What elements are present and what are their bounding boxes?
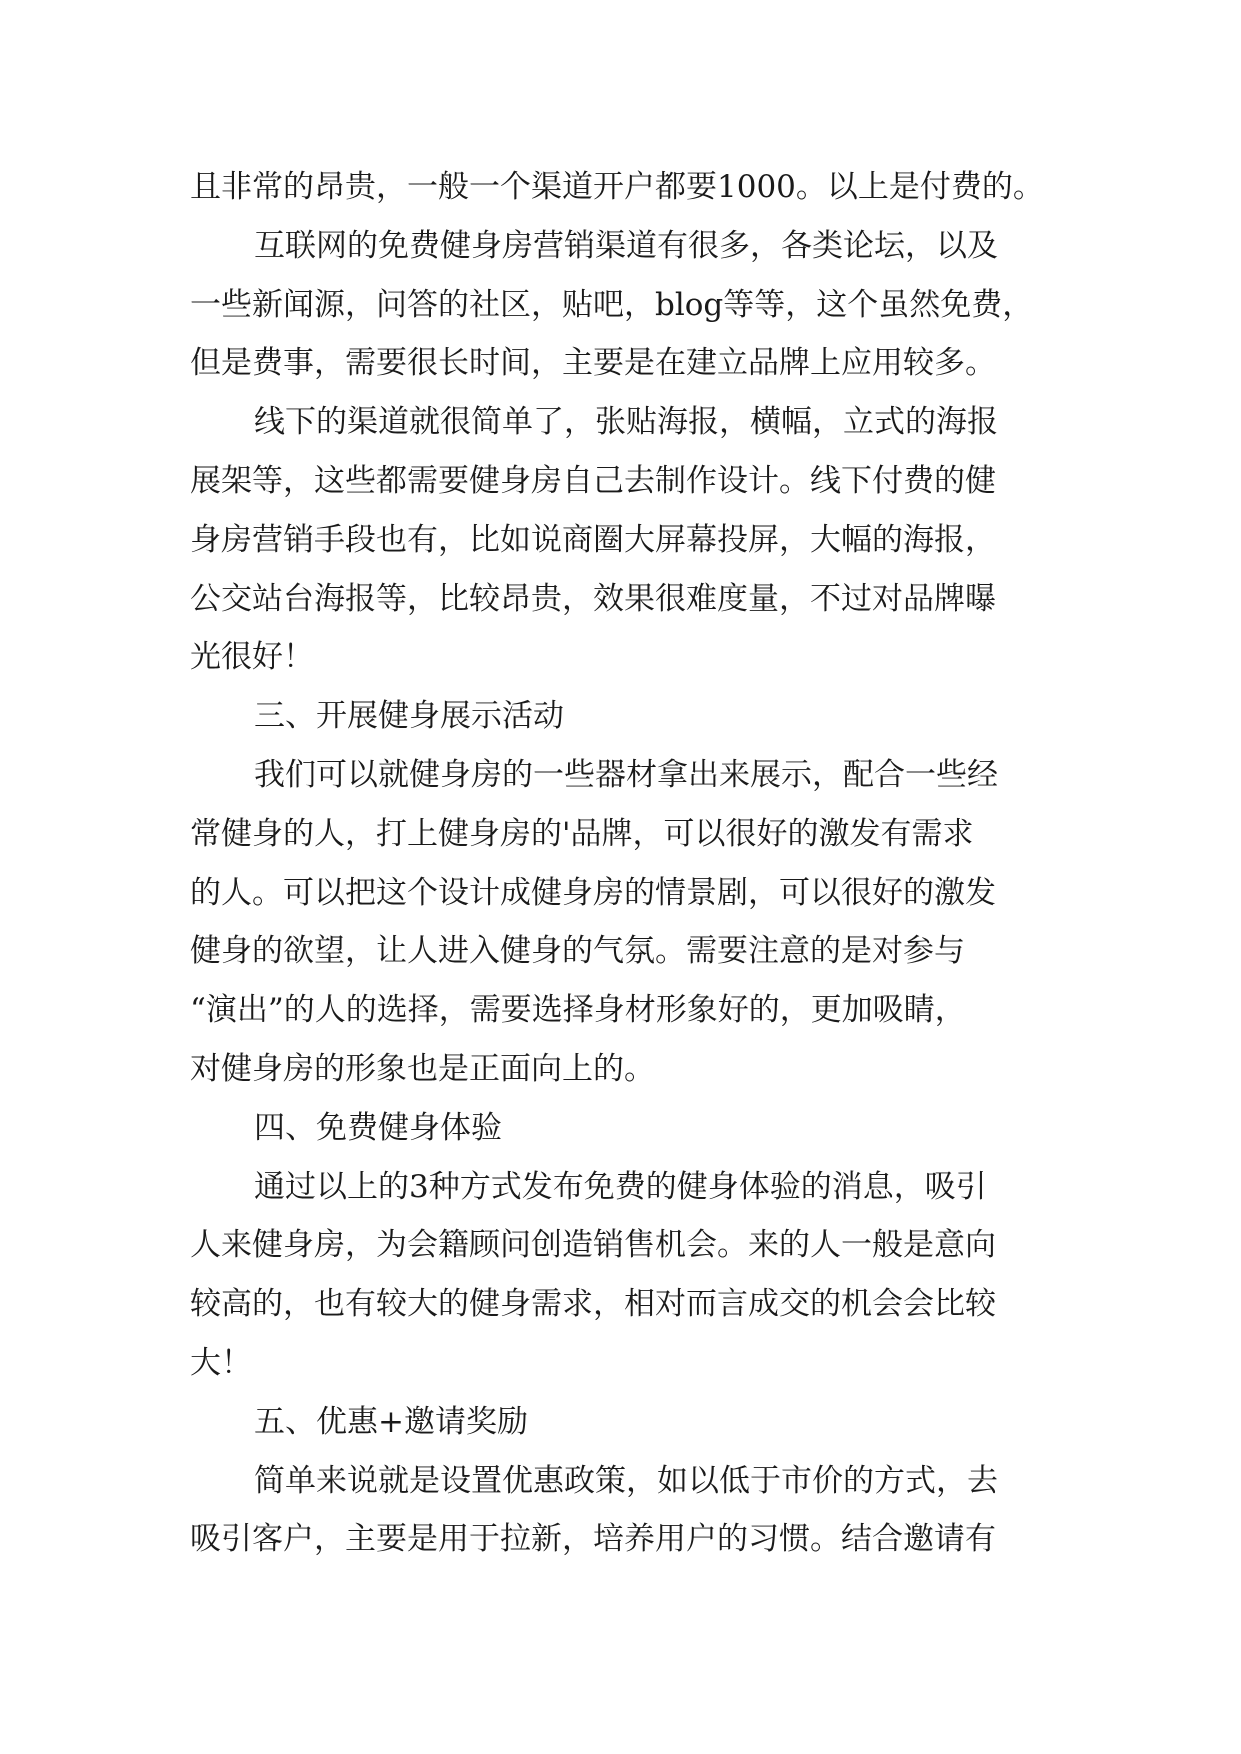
text-line: 公交站台海报等，比较昂贵，效果很难度量，不过对品牌曝 bbox=[190, 580, 996, 617]
document-body bbox=[190, 158, 1080, 1569]
paragraph-start: 线下的渠道就很简单了，张贴海报，横幅，立式的海报 bbox=[254, 404, 998, 441]
text-line: 一些新闻源，问答的社区，贴吧，blog等等，这个虽然免费， bbox=[190, 286, 1034, 323]
text-line: 常健身的人，打上健身房的'品牌，可以很好的激发有需求 bbox=[190, 815, 974, 852]
text-line: 较高的，也有较大的健身需求，相对而言成交的机会会比较 bbox=[190, 1286, 996, 1323]
text-line: 人来健身房，为会籍顾问创造销售机会。来的人一般是意向 bbox=[190, 1227, 996, 1264]
paragraph-start: 通过以上的3种方式发布免费的健身体验的消息，吸引 bbox=[254, 1168, 987, 1205]
text-line: “演出”的人的选择，需要选择身材形象好的，更加吸睛， bbox=[190, 992, 966, 1029]
text-line: 且非常的昂贵，一般一个渠道开户都要1000。以上是付费的。 bbox=[190, 169, 1044, 205]
text-line: 对健身房的形象也是正面向上的。 bbox=[190, 1050, 655, 1087]
text-line: 大！ bbox=[190, 1344, 252, 1381]
text-line: 吸引客户，主要是用于拉新，培养用户的习惯。结合邀请有 bbox=[190, 1521, 996, 1558]
section-heading: 三、开展健身展示活动 bbox=[254, 698, 564, 735]
paragraph-start: 互联网的免费健身房营销渠道有很多，各类论坛，以及 bbox=[254, 227, 998, 264]
text-line: 身房营销手段也有，比如说商圈大屏幕投屏，大幅的海报， bbox=[190, 521, 996, 558]
text-line: 光很好！ bbox=[190, 639, 314, 676]
text-line: 但是费事，需要很长时间，主要是在建立品牌上应用较多。 bbox=[190, 345, 996, 382]
text-line: 健身的欲望，让人进入健身的气氛。需要注意的是对参与 bbox=[190, 933, 965, 970]
paragraph-start: 简单来说就是设置优惠政策，如以低于市价的方式，去 bbox=[254, 1462, 998, 1499]
text-line: 展架等，这些都需要健身房自己去制作设计。线下付费的健 bbox=[190, 462, 996, 499]
text-line: 的人。可以把这个设计成健身房的情景剧，可以很好的激发 bbox=[190, 874, 996, 911]
paragraph-start: 我们可以就健身房的一些器材拿出来展示，配合一些经 bbox=[254, 756, 998, 793]
section-heading: 五、优惠+邀请奖励 bbox=[254, 1403, 528, 1440]
section-heading: 四、免费健身体验 bbox=[254, 1109, 502, 1146]
